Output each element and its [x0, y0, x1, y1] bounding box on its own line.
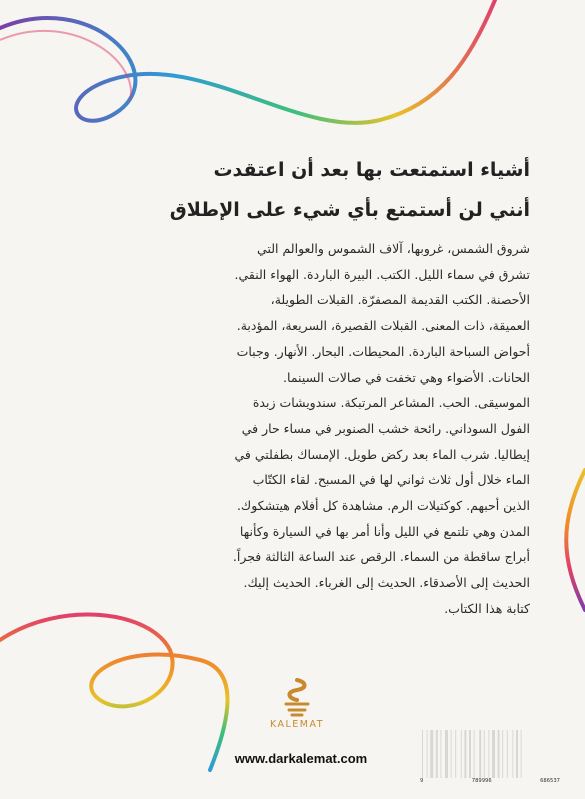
barcode-digit-group: 789996: [471, 778, 492, 784]
text-line: الماء خلال أول ثلاث ثواني لها في المسبح. لقاء الكتّاب: [252, 472, 530, 488]
text-line: كتابة هذا الكتاب.: [444, 600, 530, 616]
text-line: الفول السوداني. رائحة خشب الصنوبر في مساء حار في: [241, 420, 530, 436]
barcode-bar: [461, 730, 462, 778]
barcode-bar: [464, 730, 466, 778]
barcode-digit-group: 9: [420, 778, 424, 784]
text-line: الأحصنة. الكتب القديمة المصفرّة. القبلات الطويلة،: [270, 292, 530, 308]
headline-line: أنني لن أستمتع بأي شيء على الإطلاق: [169, 199, 530, 221]
publisher-url: www.darkalemat.com: [234, 751, 368, 766]
barcode-digits: [420, 778, 560, 784]
headline: [130, 150, 530, 230]
barcode-bar: [498, 730, 500, 778]
text-line: الذين أحبهم. كوكتيلات الرم. مشاهدة كل أفلام هيتشكوك.: [236, 498, 530, 514]
barcode-bar: [484, 730, 485, 778]
text-line: الحانات. الأضواء وهي تخفت في صالات السينما.: [283, 369, 530, 385]
barcode-bar: [445, 730, 448, 778]
kalemat-logo-icon: [280, 678, 314, 718]
barcode-bar: [430, 730, 433, 778]
ribbon-right: [566, 470, 585, 610]
barcode: [418, 726, 558, 786]
barcode-bar: [474, 730, 475, 778]
text-line: أحواض السباحة الباردة. المحيطات. البحار. الأنهار. وجبات: [236, 343, 530, 359]
barcode-bar: [521, 730, 522, 778]
barcode-bar: [516, 730, 518, 778]
barcode-bar: [427, 730, 428, 778]
ribbon-top: [0, 0, 495, 123]
barcode-bar: [440, 730, 441, 778]
text-line: أبراج ساقطة من السماء. الرقص عند الساعة الثالثة فجراً.: [232, 549, 530, 565]
barcode-bar: [422, 730, 423, 778]
barcode-bar: [512, 730, 513, 778]
blurb-paragraph: [70, 236, 530, 622]
barcode-bar: [492, 730, 495, 778]
text-line: العميقة، ذات المعنى. القبلات القصيرة، السريعة، المؤدبة.: [236, 318, 530, 334]
barcode-bar: [507, 730, 508, 778]
text-line: شروق الشمس، غروبها، آلاف الشموس والعوالم التي: [257, 241, 530, 256]
headline-line: أشياء استمتعت بها بعد أن اعتقدت: [213, 159, 530, 181]
barcode-bar: [479, 730, 481, 778]
publisher-brand: KALEMAT: [269, 719, 325, 730]
text-line: الحديث إلى الأصدقاء. الحديث إلى الغرباء. الحديث إليك.: [243, 575, 530, 591]
text-line: الموسيقى. الحب. المشاعر المرتبكة. سندويشات زبدة: [252, 395, 530, 411]
barcode-bar: [502, 730, 503, 778]
text-line: إيطاليا. شرب الماء بعد ركض طويل. الإمساك بطفلتي في: [234, 446, 530, 462]
barcode-bar: [451, 730, 452, 778]
text-line: تشرق في سماء الليل. الكتب. البيرة الباردة. الهواء النقي.: [234, 266, 530, 282]
ribbon-left: [0, 615, 228, 770]
barcode-digit-group: 686537: [540, 778, 560, 784]
text-line: المدن وهي تلتمع في الليل وأنا أمر بها في السيارة وكأنها: [239, 523, 530, 539]
publisher-logo: [232, 678, 362, 730]
barcode-bar: [488, 730, 489, 778]
barcode-bar: [469, 730, 471, 778]
barcode-bar: [436, 730, 438, 778]
barcode-bar: [455, 730, 456, 778]
